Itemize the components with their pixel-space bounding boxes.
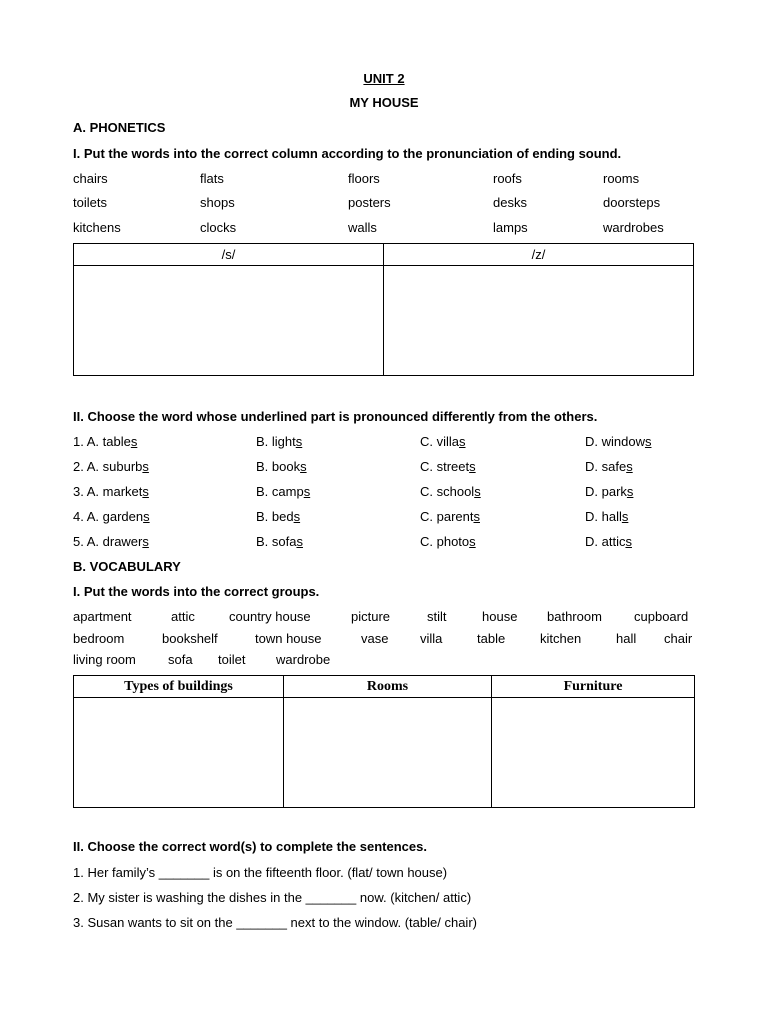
word-item: lamps — [493, 220, 528, 235]
section-b-heading: B. VOCABULARY — [73, 559, 181, 574]
word-item: hall — [616, 631, 637, 646]
word-item: rooms — [603, 171, 640, 186]
question-option[interactable]: 2. A. suburbs — [73, 459, 149, 474]
answer-cell-buildings[interactable] — [74, 698, 284, 808]
question-option[interactable]: B. books — [256, 459, 307, 474]
word-item: chairs — [73, 171, 108, 186]
word-item: wardrobe — [276, 652, 331, 667]
column-header-rooms: Rooms — [284, 676, 492, 698]
question-option[interactable]: C. streets — [420, 459, 476, 474]
word-item: attic — [171, 609, 195, 624]
question-option[interactable]: C. villas — [420, 434, 466, 449]
word-item: vase — [361, 631, 389, 646]
word-item: floors — [348, 171, 380, 186]
question-option[interactable]: B. lights — [256, 434, 303, 449]
word-item: house — [482, 609, 518, 624]
question-option[interactable]: 3. A. markets — [73, 484, 149, 499]
word-item: country house — [229, 609, 311, 624]
question-option[interactable]: 1. A. tables — [73, 434, 138, 449]
word-item: bathroom — [547, 609, 602, 624]
answer-cell-s[interactable] — [74, 266, 384, 376]
word-item: living room — [73, 652, 136, 667]
word-item: picture — [351, 609, 391, 624]
question-option[interactable]: B. beds — [256, 509, 301, 524]
question-option[interactable]: 5. A. drawers — [73, 534, 149, 549]
question-option[interactable]: C. schools — [420, 484, 481, 499]
vocabulary-instruction-1: I. Put the words into the correct groups. — [73, 584, 320, 599]
answer-cell-z[interactable] — [384, 266, 694, 376]
word-item: apartment — [73, 609, 132, 624]
column-header-buildings: Types of buildings — [74, 676, 284, 698]
question-option[interactable]: C. photos — [420, 534, 476, 549]
question-option[interactable]: D. safes — [585, 459, 633, 474]
word-item: bookshelf — [162, 631, 218, 646]
question-option[interactable]: D. attics — [585, 534, 632, 549]
word-item: bedroom — [73, 631, 125, 646]
question-option[interactable]: D. parks — [585, 484, 634, 499]
sentence-item: 2. My sister is washing the dishes in the _______ now. (kitchen/ attic) — [73, 890, 472, 905]
word-item: villa — [420, 631, 443, 646]
answer-cell-furniture[interactable] — [492, 698, 695, 808]
phonetics-instruction-2: II. Choose the word whose underlined part is pronounced differently from the others. — [73, 409, 598, 424]
section-a-heading: A. PHONETICS — [73, 120, 166, 135]
phonetics-instruction-1: I. Put the words into the correct column according to the pronunciation of ending sound. — [73, 146, 622, 161]
word-item: sofa — [168, 652, 193, 667]
question-option[interactable]: 4. A. gardens — [73, 509, 150, 524]
word-item: chair — [664, 631, 693, 646]
column-header-s: /s/ — [74, 244, 384, 266]
word-item: stilt — [427, 609, 447, 624]
question-option[interactable]: D. halls — [585, 509, 629, 524]
word-item: flats — [200, 171, 224, 186]
unit-heading: UNIT 2 — [363, 71, 405, 86]
word-item: wardrobes — [603, 220, 664, 235]
question-option[interactable]: D. windows — [585, 434, 652, 449]
word-item: walls — [348, 220, 377, 235]
word-item: shops — [200, 195, 235, 210]
word-item: toilet — [218, 652, 246, 667]
word-item: doorsteps — [603, 195, 661, 210]
word-item: kitchens — [73, 220, 121, 235]
word-item: posters — [348, 195, 391, 210]
word-item: kitchen — [540, 631, 582, 646]
word-item: desks — [493, 195, 527, 210]
question-option[interactable]: B. sofas — [256, 534, 303, 549]
vocabulary-group-table — [73, 675, 695, 808]
column-header-z: /z/ — [384, 244, 694, 266]
word-item: cupboard — [634, 609, 689, 624]
word-item: roofs — [493, 171, 522, 186]
word-item: town house — [255, 631, 322, 646]
word-item: clocks — [200, 220, 237, 235]
vocabulary-instruction-2: II. Choose the correct word(s) to complete the sentences. — [73, 839, 427, 854]
page-title: MY HOUSE — [349, 95, 419, 110]
sentence-item: 3. Susan wants to sit on the _______ next to the window. (table/ chair) — [73, 915, 477, 930]
word-item: toilets — [73, 195, 107, 210]
answer-cell-rooms[interactable] — [284, 698, 492, 808]
question-option[interactable]: B. camps — [256, 484, 311, 499]
question-option[interactable]: C. parents — [420, 509, 480, 524]
word-item: table — [477, 631, 506, 646]
column-header-furniture: Furniture — [492, 676, 695, 698]
sentence-item: 1. Her family’s _______ is on the fifteenth floor. (flat/ town house) — [73, 865, 448, 880]
sound-sort-table — [73, 243, 694, 376]
